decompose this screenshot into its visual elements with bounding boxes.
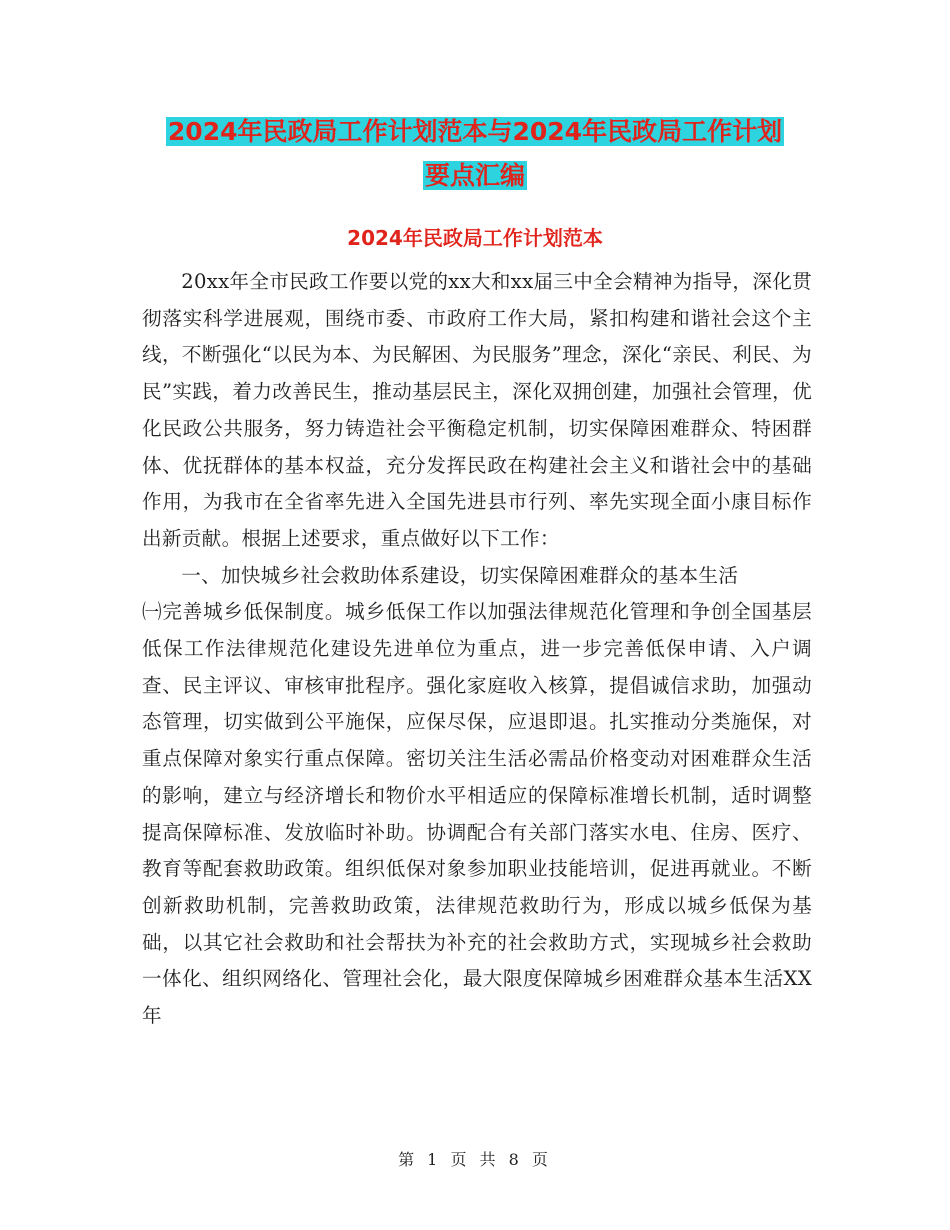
paragraph-intro: 20xx年全市民政工作要以党的xx大和xx届三中全会精神为指导，深化贯彻落实科学进展观，围绕市委、市政府工作大局，紧扣构建和谐社会这个主线，不断强化“以民为本、为民解困、为民服务”理念，深化“亲民、利民、为民”实践，着力改善民生，推动基层民主，深化双拥创建，加强社会管理，优化民政公共服务，努力铸造社会平衡稳定机制，切实保障困难群众、特困群体、优抚群体的基本权益，充分发挥民政在构建社会主义和谐社会中的基础作用，为我市在全省率先进入全国先进县市行列、率先实现全面小康目标作出新贡献。根据上述要求，重点做好以下工作：	[142, 270, 812, 550]
document-title-line-2	[0, 154, 950, 198]
page-footer: 第 1 页 共 8 页	[398, 1150, 552, 1169]
section-heading: 2024年民政局工作计划范本	[347, 226, 603, 250]
document-body	[142, 264, 812, 1035]
document-title-line-1	[0, 110, 950, 154]
paragraph-heading-1: 一、加快城乡社会救助体系建设，切实保障困难群众的基本生活	[181, 563, 739, 587]
document-title-text-2: 要点汇编	[424, 161, 525, 190]
paragraph-low-income-security: ㈠完善城乡低保制度。城乡低保工作以加强法律规范化管理和争创全国基层低保工作法律规范化建设先进单位为重点，进一步完善低保申请、入户调查、民主评议、审核审批程序。强化家庭收入核算，提倡诚信求助，加强动态管理，切实做到公平施保，应保尽保，应退即退。扎实推动分类施保，对重点保障对象实行重点保障。密切关注生活必需品价格变动对困难群众生活的影响，建立与经济增长和物价水平相适应的保障标准增长机制，适时调整提高保障标准、发放临时补助。协调配合有关部门落实水电、住房、医疗、教育等配套救助政策。组织低保对象参加职业技能培训，促进再就业。不断创新救助机制，完善救助政策，法律规范救助行为，形成以城乡低保为基础，以其它社会救助和社会帮扶为补充的社会救助方式，实现城乡社会救助一体化、组织网络化、管理社会化，最大限度保障城乡困难群众基本生活XX年	[142, 600, 812, 1028]
document-title-text-1: 2024年民政局工作计划范本与2024年民政局工作计划	[167, 117, 783, 146]
